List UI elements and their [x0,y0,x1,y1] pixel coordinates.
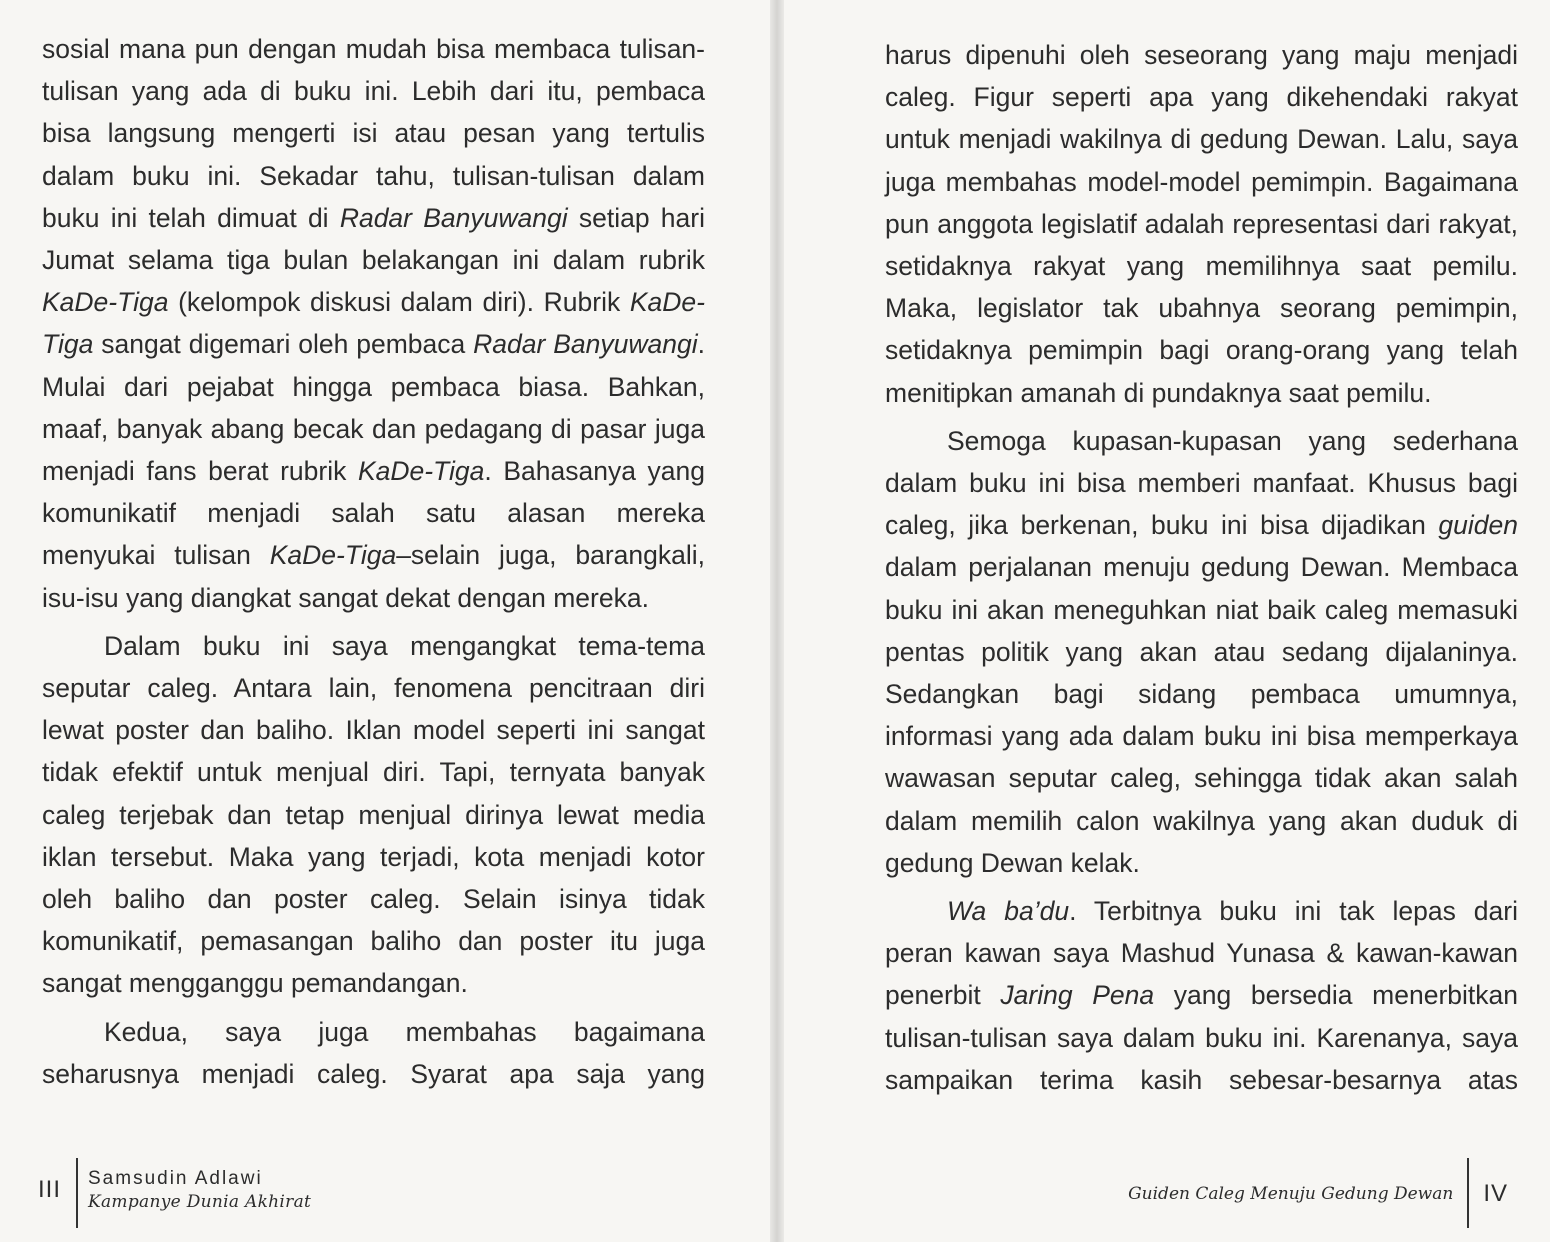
running-head: Guiden Caleg Menuju Gedung Dewan [1128,1184,1454,1204]
text-segment: (kelompok diskusi dalam diri). Rubrik [168,287,630,318]
text-segment: Kedua, saya juga membahas bagaimana seharusnya menjadi caleg. Syarat apa saja yang [42,1016,705,1089]
left-paragraph-3 [42,1011,705,1095]
text-segment: Semoga kupasan-kupasan yang sederhana dalam buku ini bisa memberi manfaat. Khusus bagi caleg, jika berkenan, buku ini bisa dijadikan [885,425,1518,541]
text-segment: . Terbitnya buku ini tak lepas dari peran kawan saya Mashud Yunasa & kawan-kawan penerbit [885,896,1518,1011]
footer-credit [88,1168,311,1214]
right-footer [1128,1158,1508,1228]
text-segment: harus dipenuhi oleh seseorang yang maju menjadi caleg. Figur seperti apa yang dikehendaki rakyat untuk menjadi wakilnya di gedung Dewan. Lalu, saya juga membahas model-model pemimpin. Bagaimana pun anggota legislatif adalah representasi dari rakyat, setidaknya rakyat yang memilihnya saat pemilu. Maka, legislator tak ubahnya seorang pemimpin, setidaknya pemimpin bagi orang-orang yang telah menitipkan amanah di pundaknya saat pemilu. [885,40,1518,408]
italic-text-segment: Radar Banyuwangi [339,202,568,233]
page-number-left: III [38,1176,62,1203]
italic-text-segment: Radar Banyuwangi [473,329,698,360]
text-segment: . Bahasanya yang komunikatif menjadi salah satu alasan mereka menyukai tulisan [42,456,705,571]
left-footer [38,1158,311,1228]
text-segment: sosial mana pun dengan mudah bisa membaca tulisan-tulisan yang ada di buku ini. Lebih dari itu, pembaca bisa langsung mengerti isi atau pesan yang tertulis dalam buku ini. Sekadar tahu, tulisan-tulisan dalam buku ini telah dimuat di [42,34,705,233]
text-segment: yang bersedia menerbitkan tulisan-tulisan saya dalam buku ini. Karenanya, saya sampaikan terima kasih sebesar-besarnya atas [885,980,1518,1095]
text-segment: sangat digemari oleh pembaca [93,329,474,360]
italic-text-segment: KaDe-Tiga [357,456,485,487]
right-paragraph-3 [885,890,1518,1101]
author-name: Samsudin Adlawi [88,1168,263,1189]
text-segment: –selain juga, barangkali, isu-isu yang diangkat sangat dekat dengan mereka. [42,540,705,613]
italic-text-segment: Wa ba’du [947,896,1070,927]
right-paragraph-1 [885,34,1518,414]
book-gutter [770,0,784,1242]
book-title: Kampanye Dunia Akhirat [88,1192,312,1212]
text-segment: . Mulai dari pejabat hingga pembaca biasa. Bahkan, maaf, banyak abang becak dan pedagang di pasar juga menjadi fans berat rubrik [42,329,706,487]
right-paragraph-2 [885,420,1518,884]
footer-divider-left [76,1158,78,1228]
page-number-right: IV [1483,1180,1508,1207]
left-paragraph-2 [42,625,705,1005]
left-paragraph-1 [42,28,705,619]
text-segment: dalam perjalanan menuju gedung Dewan. Membaca buku ini akan meneguhkan niat baik caleg memasuki pentas politik yang akan atau sedang dijalaninya. Sedangkan bagi sidang pembaca umumnya, informasi yang ada dalam buku ini bisa memperkaya wawasan seputar caleg, sehingga tidak akan salah dalam memilih calon wakilnya yang akan duduk di gedung Dewan kelak. [885,552,1518,878]
italic-text-segment: KaDe-Tiga [42,287,169,318]
italic-text-segment: KaDe-Tiga [269,540,397,571]
footer-divider-right [1467,1158,1469,1228]
text-segment: setiap hari Jumat selama tiga bulan belakangan ini dalam rubrik [42,202,705,276]
italic-text-segment: KaDe-Tiga [42,287,705,360]
text-segment: Dalam buku ini saya mengangkat tema-tema seputar caleg. Antara lain, fenomena pencitraan diri lewat poster dan baliho. Iklan model seperti ini sangat tidak efektif untuk menjual diri. Tapi, ternyata banyak caleg terjebak dan tetap menjual dirinya lewat media iklan tersebut. Maka yang terjadi, kota menjadi kotor oleh baliho dan poster caleg. Selain isinya tidak komunikatif, pemasangan baliho dan poster itu juga sangat mengganggu pemandangan. [42,630,705,999]
italic-text-segment: guiden [1438,510,1518,541]
right-page [775,0,1550,1242]
italic-text-segment: Jaring Pena [1000,980,1155,1011]
